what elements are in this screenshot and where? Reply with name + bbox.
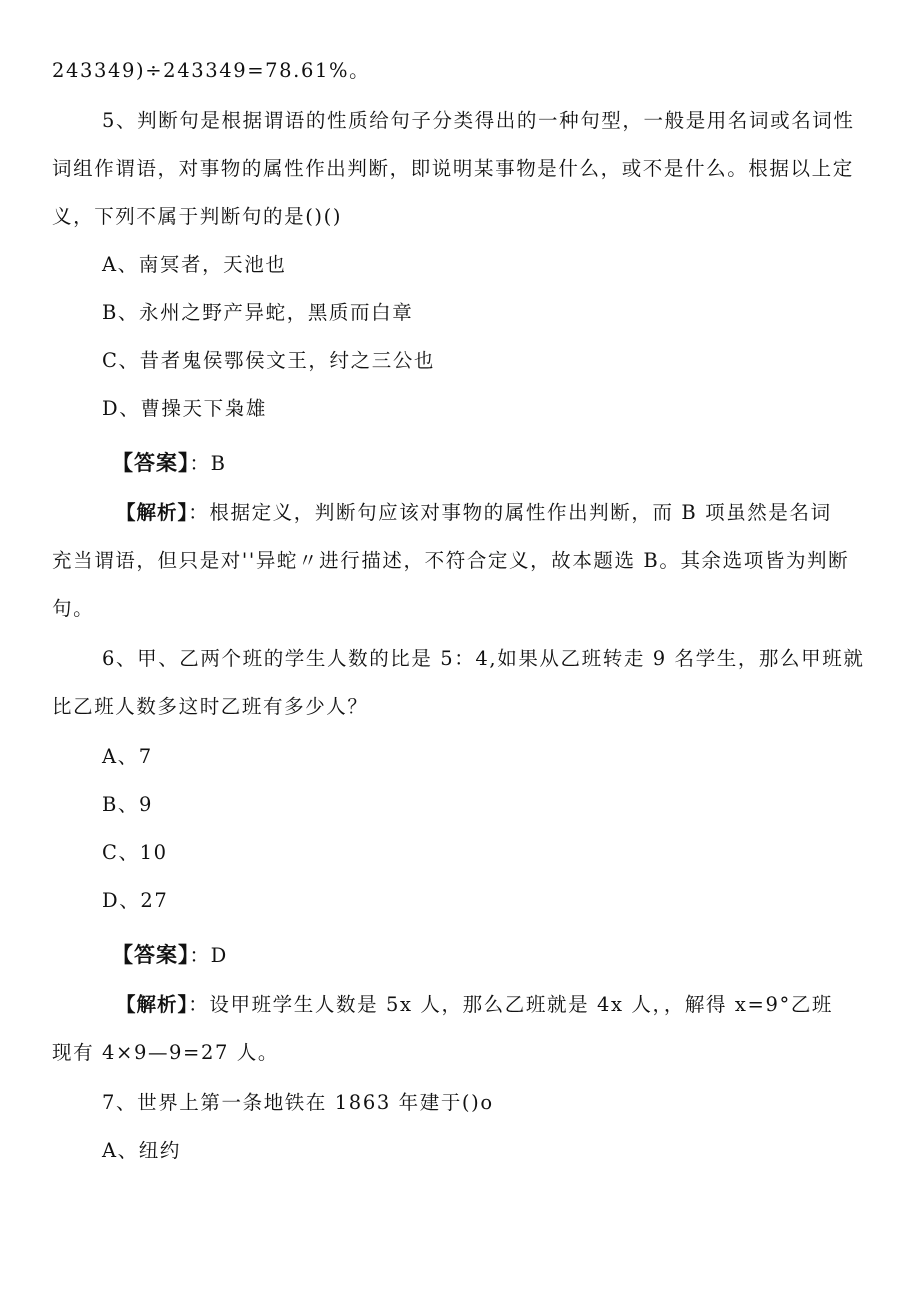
question-6-option-d: D、27 bbox=[102, 889, 169, 912]
question-7-option-a: A、纽约 bbox=[102, 1139, 181, 1162]
analysis-text: 根据定义，判断句应该对事物的属性作出判断，而 B 项虽然是名词 bbox=[209, 501, 832, 524]
question-6-explanation-line-2: 现有 4×9—9=27 人。 bbox=[52, 1041, 280, 1064]
question-5-answer bbox=[112, 448, 872, 479]
previous-explanation-tail: 243349)÷243349=78.61%。 bbox=[52, 59, 371, 82]
question-5-stem-line-3: 义，下列不属于判断句的是()() bbox=[52, 205, 343, 228]
question-5-option-c: C、昔者鬼侯鄂侯文王，纣之三公也 bbox=[102, 349, 436, 372]
answer-value: B bbox=[210, 452, 227, 475]
question-6-stem-line-2: 比乙班人数多这时乙班有多少人？ bbox=[52, 695, 369, 718]
question-5-explanation-line-3: 句。 bbox=[52, 597, 95, 620]
question-5-stem-line-2: 词组作谓语，对事物的属性作出判断，即说明某事物是什么，或不是什么。根据以上定 bbox=[52, 157, 854, 180]
analysis-label: 【解析】 bbox=[116, 501, 189, 524]
question-7-stem: 7、世界上第一条地铁在 1863 年建于()o bbox=[102, 1091, 494, 1114]
answer-value: D bbox=[210, 944, 228, 967]
question-6-option-b: B、9 bbox=[102, 793, 154, 816]
question-5-stem-line-1: 5、判断句是根据谓语的性质给句子分类得出的一种句型，一般是用名词或名词性 bbox=[102, 109, 855, 132]
question-6-stem-line-1: 6、甲、乙两个班的学生人数的比是 5：4,如果从乙班转走 9 名学生，那么甲班就 bbox=[102, 647, 865, 670]
analysis-text: 设甲班学生人数是 5x 人，那么乙班就是 4x 人，，解得 x=9°乙班 bbox=[209, 993, 834, 1016]
answer-separator: ： bbox=[189, 452, 211, 475]
question-5-option-d: D、曹操天下枭雄 bbox=[102, 397, 267, 420]
answer-label: 【答案】 bbox=[112, 943, 190, 967]
analysis-separator: ： bbox=[188, 501, 210, 524]
question-5-option-b: B、永州之野产异蛇，黑质而白章 bbox=[102, 301, 414, 324]
answer-label: 【答案】 bbox=[112, 451, 190, 475]
question-5-explanation-line-2: 充当谓语，但只是对''异蛇〃进行描述，不符合定义，故本题选 B。其余选项皆为判断 bbox=[52, 549, 850, 572]
question-6-option-a: A、7 bbox=[102, 745, 153, 768]
analysis-separator: ： bbox=[188, 993, 210, 1016]
analysis-label: 【解析】 bbox=[116, 993, 189, 1016]
question-6-option-c: C、10 bbox=[102, 841, 168, 864]
question-6-answer bbox=[112, 940, 872, 971]
question-6-explanation-line-1 bbox=[116, 990, 872, 1020]
question-5-explanation-line-1 bbox=[116, 498, 872, 528]
question-5-option-a: A、南冥者，天池也 bbox=[102, 253, 287, 276]
answer-separator: ： bbox=[189, 944, 211, 967]
